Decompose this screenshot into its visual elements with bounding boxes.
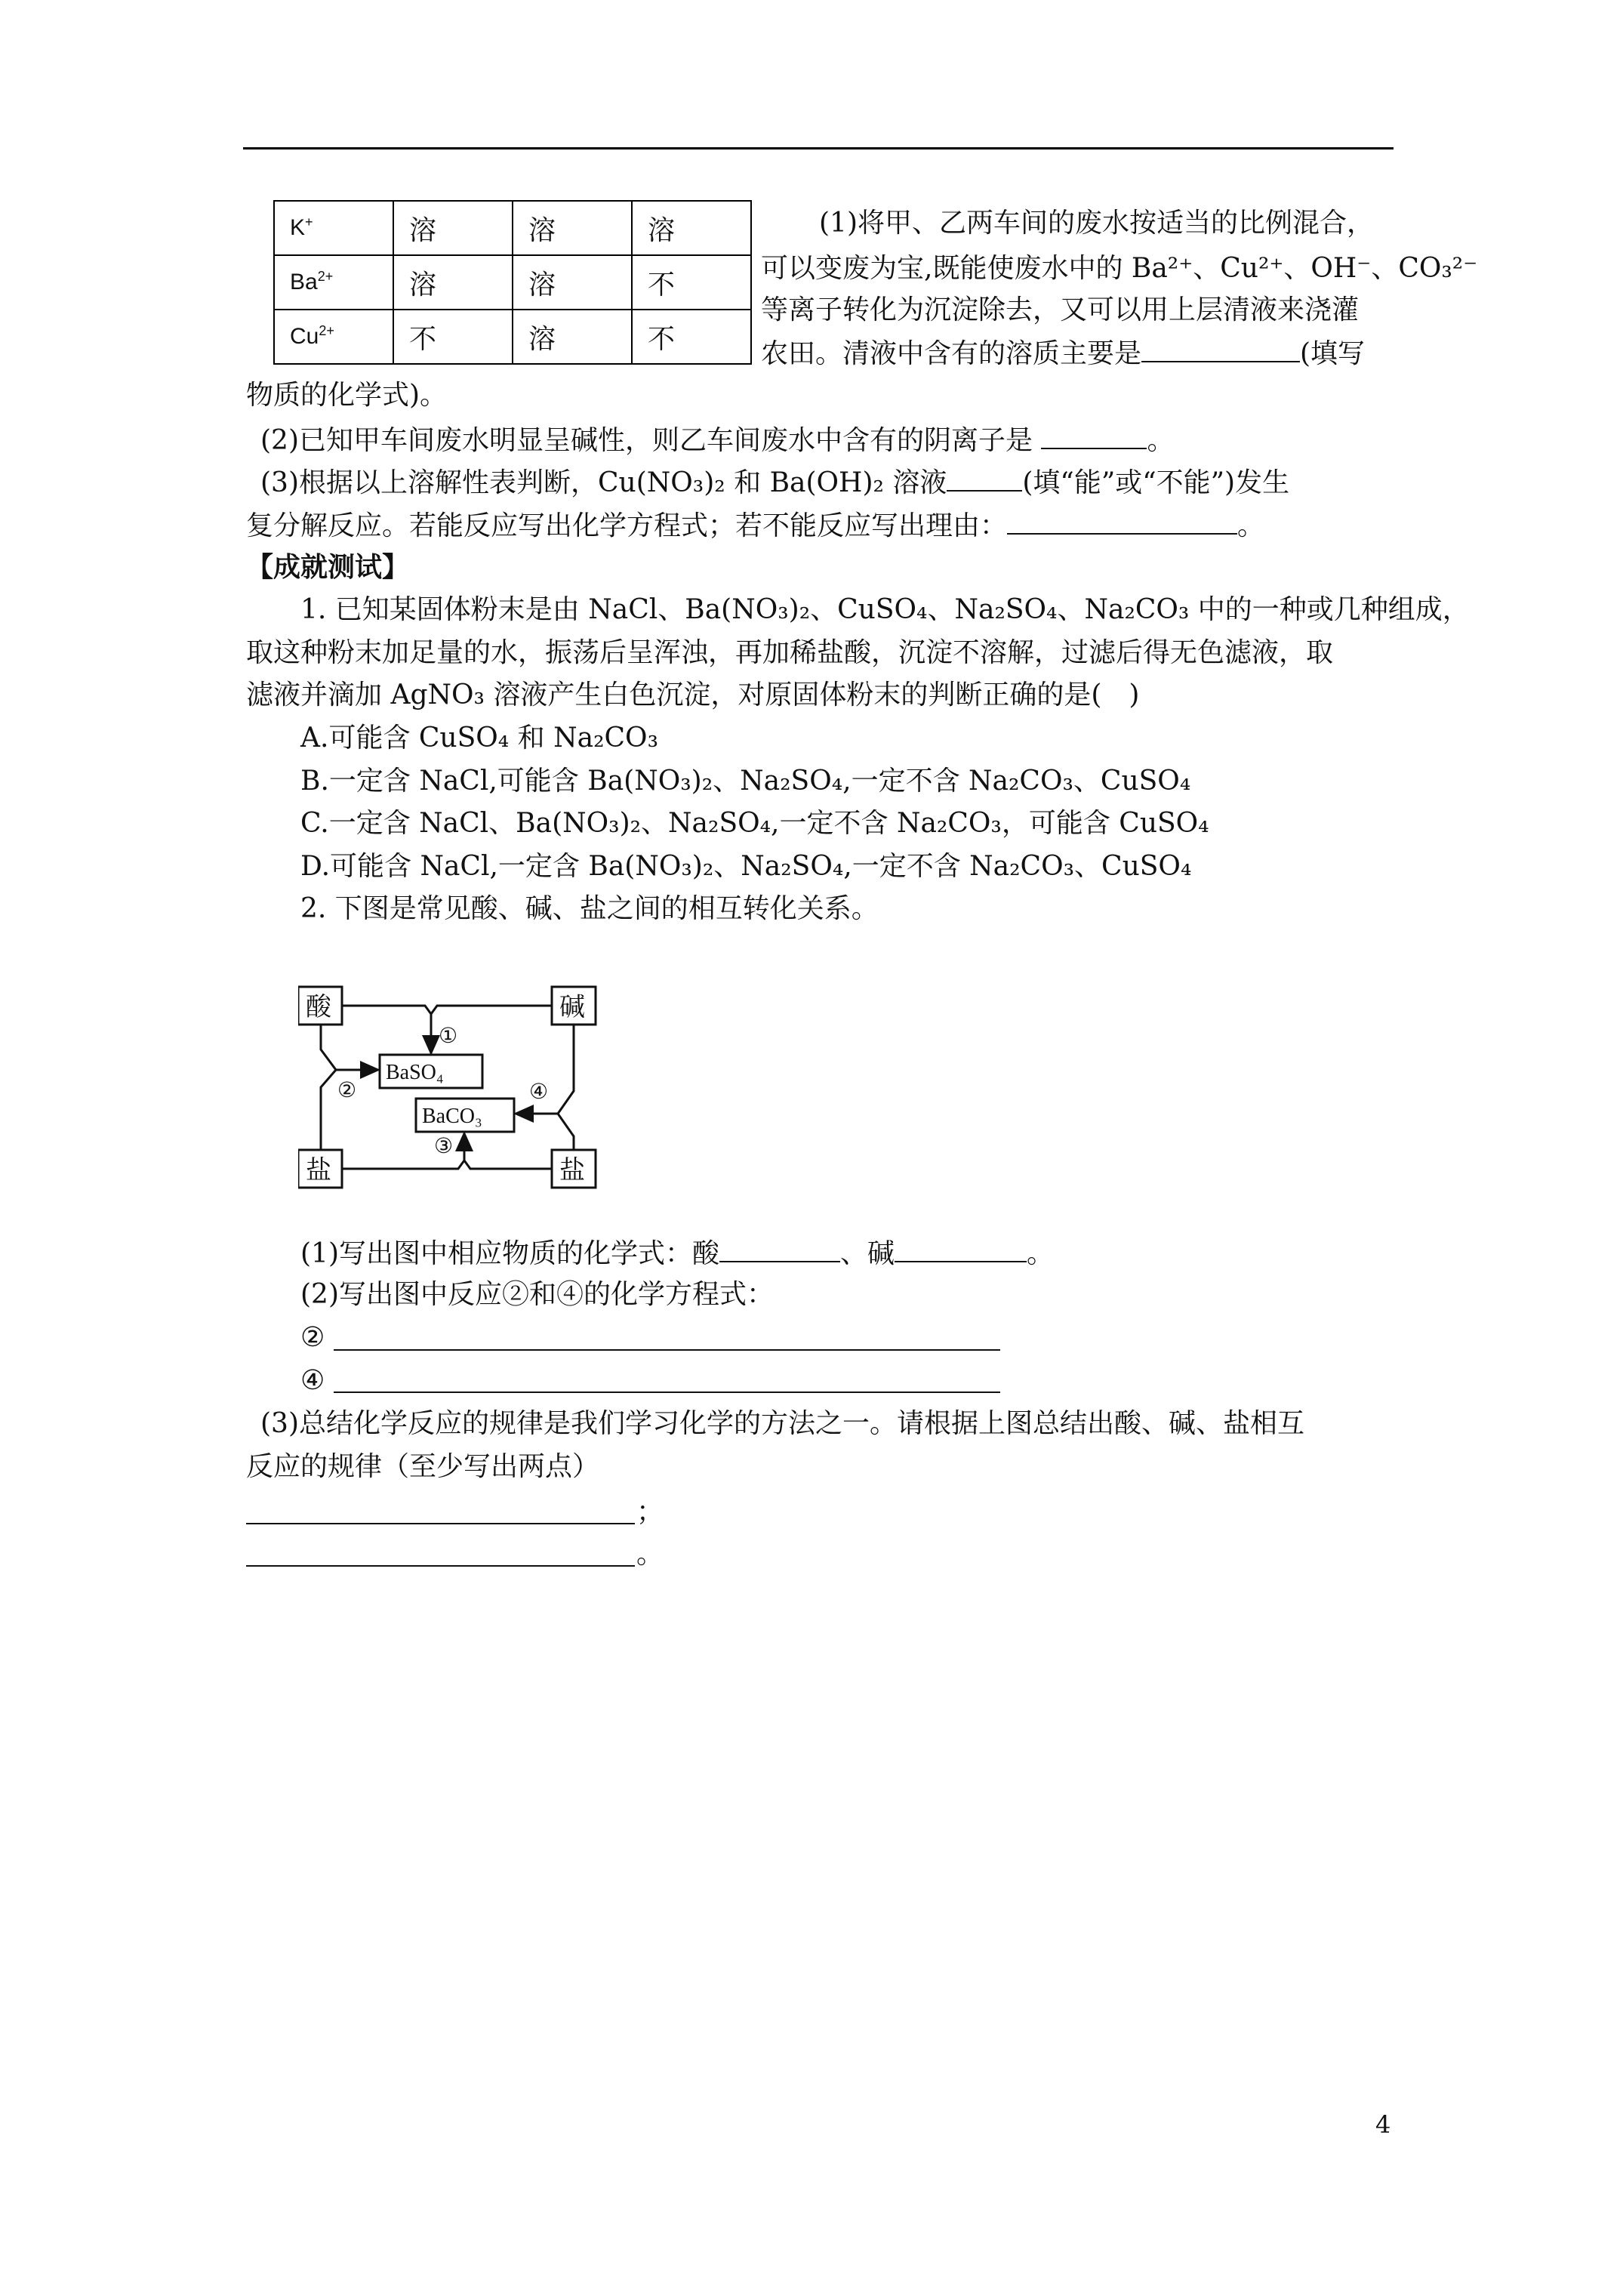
t2-ans1-end: ； [636,1496,664,1527]
t2-sub3-line1: (3)总结化学反应的规律是我们学习化学的方法之一。请根据上图总结出酸、碱、盐相互 [260,1408,1304,1439]
q1-line4: 农田。清液中含有的溶质主要是 (填写 [761,338,1366,369]
t2-stem: 2. 下图是常见酸、碱、盐之间的相互转化关系。 [300,893,879,924]
baco3-label: BaCO₃ [422,1105,482,1128]
q1-line3: 等离子转化为沉淀除去，又可以用上层清液来浇灌 [761,294,1360,325]
t2-eq2-answer-line [334,1349,1000,1351]
t1-option-d: D.可能含 NaCl,一定含 Ba(NO₃)₂、Na₂SO₄,一定不含 Na₂CO₃、CuSO₄ [300,851,1192,882]
base-label: 碱 [559,992,585,1022]
t1-option-b: B.一定含 NaCl,可能含 Ba(NO₃)₂、Na₂SO₄,一定不含 Na₂CO₃、CuSO₄ [300,766,1191,797]
reaction-2-label: ② [337,1077,357,1102]
q1-line5: 物质的化学式)。 [246,380,448,411]
section-title: 【成就测试】 [246,551,410,583]
reaction-3-label: ③ [434,1133,454,1158]
acid-label: 酸 [306,992,331,1022]
salt-left-label: 盐 [306,1155,331,1185]
t2-ans1-line [246,1523,635,1524]
baso4-label: BaSO₄ [386,1061,444,1084]
t2-sub3-line2: 反应的规律（至少写出两点） [246,1451,600,1482]
table-row: K+ 溶 溶 溶 [274,201,751,255]
q3-line1: (3)根据以上溶解性表判断，Cu(NO₃)₂ 和 Ba(OH)₂ 溶液 (填“能”或“不能”)发生 [260,467,1290,498]
q2-text: (2)已知甲车间废水明显呈碱性，则乙车间废水中含有的阴离子是 。 [260,425,1175,456]
t1-stem1: 1. 已知某固体粉末是由 NaCl、Ba(NO₃)₂、CuSO₄、Na₂SO₄、Na₂CO₃ 中的一种或几种组成， [300,594,1470,625]
salt-right-label: 盐 [559,1155,585,1185]
page-number: 4 [1375,2110,1391,2139]
table-row: $Cu^{2+}$ 不 溶 不 [274,310,751,364]
solubility-table [273,200,752,365]
t2-eq4-label: ④ [300,1365,325,1396]
q3-line2: 复分解反应。若能反应写出化学方程式；若不能反应写出理由： 。 [246,510,1265,541]
reaction-1-label: ① [439,1023,458,1048]
t2-sub2: (2)写出图中反应②和④的化学方程式： [300,1279,774,1310]
t1-option-c: C.一定含 NaCl、Ba(NO₃)₂、Na₂SO₄,一定不含 Na₂CO₃，可能含 CuSO₄ [300,808,1209,839]
t2-ans2-end: 。 [636,1539,664,1570]
t1-stem2: 取这种粉末加足量的水，振荡后呈浑浊，再加稀盐酸，沉淀不溶解，过滤后得无色滤液，取 [246,637,1334,668]
t2-sub1: (1)写出图中相应物质的化学式：酸 、碱 。 [300,1238,1055,1269]
reaction-4-label: ④ [529,1079,549,1104]
t2-eq2-label: ② [300,1322,325,1353]
conversion-diagram [298,985,600,1197]
t1-stem3: 滤液并滴加 AgNO₃ 溶液产生白色沉淀，对原固体粉末的判断正确的是( ) [246,680,1140,710]
q1-line1: (1)将甲、乙两车间的废水按适当的比例混合， [819,208,1374,239]
t1-option-a: A.可能含 CuSO₄ 和 Na₂CO₃ [300,723,658,754]
t2-ans2-line [246,1565,635,1567]
t2-eq4-answer-line [334,1391,1000,1393]
q1-line2: 可以变废为宝,既能使废水中的 Ba²⁺、Cu²⁺、OH⁻、CO₃²⁻ [761,253,1478,284]
header-rule [243,147,1394,149]
table-row: $Ba^{2+}$ 溶 溶 不 [274,255,751,310]
